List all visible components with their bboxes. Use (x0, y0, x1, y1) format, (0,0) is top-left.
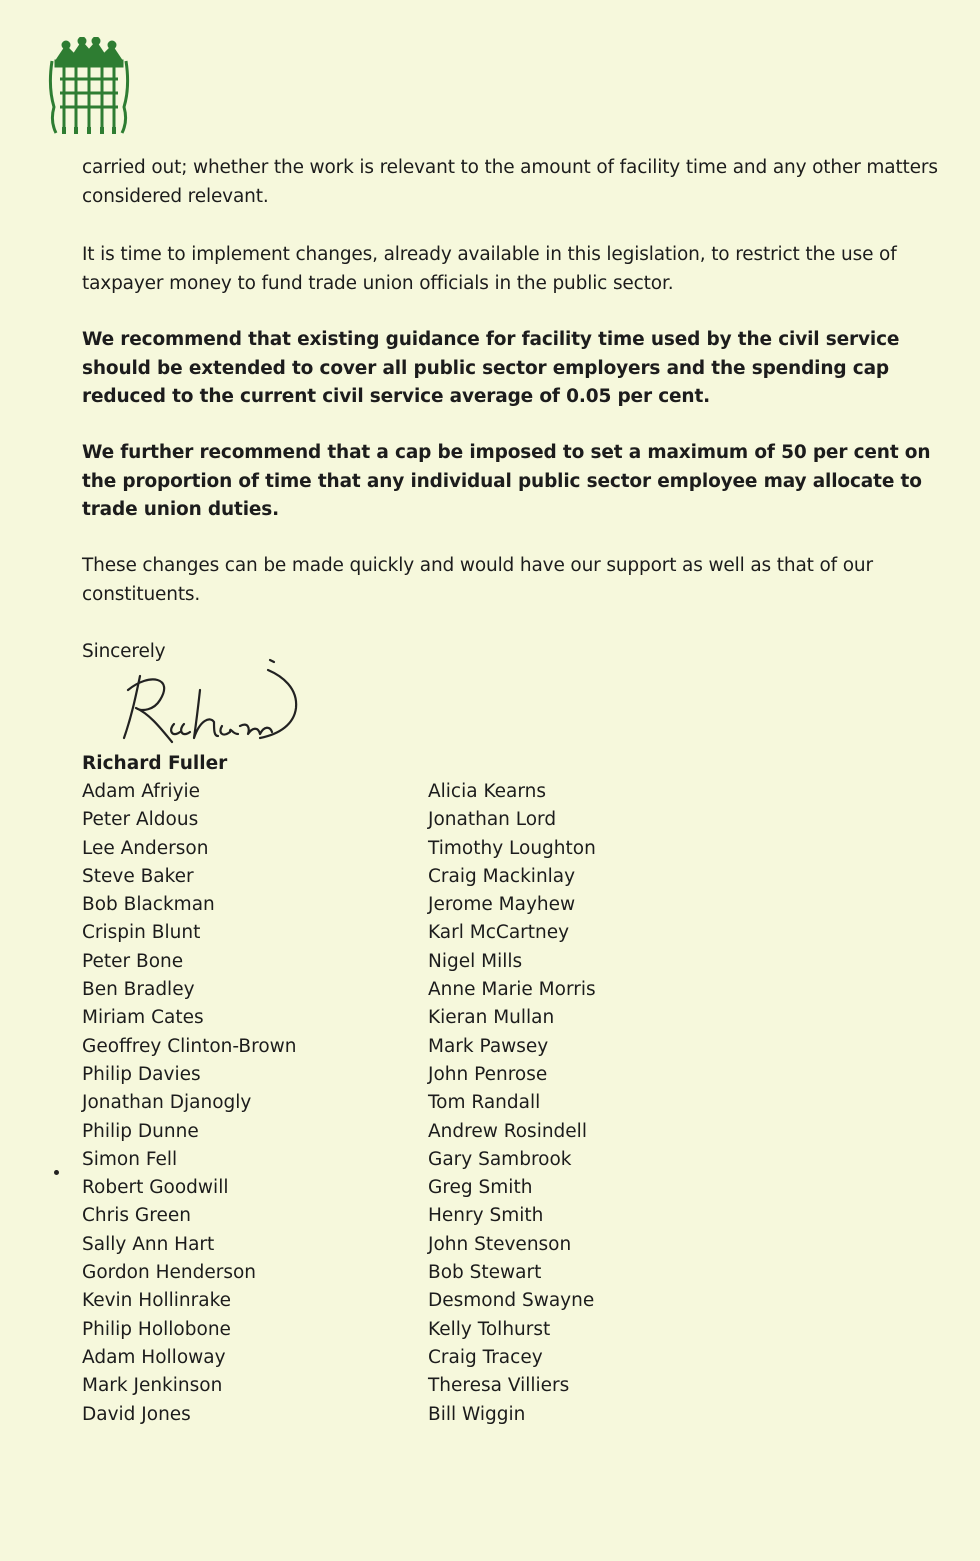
signatory-name: Bob Stewart (428, 1262, 542, 1284)
signatory-name: Desmond Swayne (428, 1290, 595, 1312)
signatory-name: Bob Blackman (82, 894, 215, 916)
signatory-name: Kieran Mullan (428, 1007, 555, 1029)
signatory-name: Sally Ann Hart (82, 1233, 215, 1255)
signatory-name: Peter Aldous (82, 809, 199, 831)
signatory-name: Simon Fell (82, 1148, 178, 1170)
signatory-name: Andrew Rosindell (428, 1120, 587, 1142)
signatory-name: Philip Davies (82, 1063, 201, 1085)
paragraph-facility-work: carried out; whether the work is relevant to the amount of facility time and any other matters considered relevant. (82, 157, 938, 207)
signer-name: Richard Fuller (82, 753, 228, 774)
signatory-name: Greg Smith (428, 1177, 533, 1199)
signatory-name: Lee Anderson (82, 837, 209, 859)
signatory-name: Steve Baker (82, 865, 194, 887)
signatory-name: Timothy Loughton (428, 837, 596, 859)
signatory-name: Alicia Kearns (428, 781, 547, 802)
signatory-name: Philip Hollobone (82, 1318, 231, 1340)
signatory-name: Kevin Hollinrake (82, 1290, 232, 1312)
signatories-right-column (428, 778, 596, 1429)
signatory-name: Kelly Tolhurst (428, 1318, 551, 1340)
signatory-name: Mark Pawsey (428, 1035, 549, 1057)
signatory-name: Ben Bradley (82, 979, 195, 1001)
signatory-name: Miriam Cates (82, 1007, 204, 1029)
signatory-name: John Penrose (428, 1063, 548, 1085)
signatory-name: Crispin Blunt (82, 922, 201, 944)
signatory-name: Karl McCartney (428, 922, 570, 944)
signatory-name: Adam Afriyie (82, 781, 201, 802)
signatory-name: Mark Jenkinson (82, 1375, 223, 1397)
signatory-name: Jonathan Djanogly (82, 1092, 252, 1114)
ink-dot (54, 1170, 59, 1175)
signatory-name: Robert Goodwill (82, 1177, 229, 1199)
signatory-name: Gary Sambrook (428, 1148, 572, 1170)
signatory-name: John Stevenson (428, 1233, 572, 1255)
closing-salutation: Sincerely (82, 641, 166, 662)
signatory-name: Geoffrey Clinton-Brown (82, 1035, 297, 1057)
handwritten-signature (110, 650, 320, 745)
signatory-name: Nigel Mills (428, 950, 523, 972)
signatory-name: Craig Tracey (428, 1346, 543, 1368)
signatories-left-column (82, 778, 297, 1429)
signatory-name: Jonathan Lord (428, 809, 557, 831)
signatory-name: Chris Green (82, 1205, 191, 1227)
paragraph-implement-changes: It is time to implement changes, already available in this legislation, to restrict the use of taxpayer money to fund trade union officials in the public sector. (82, 244, 897, 294)
paragraph-support: These changes can be made quickly and would have our support as well as that of our constituents. (82, 555, 873, 605)
signatory-name: Philip Dunne (82, 1120, 199, 1142)
signatory-name: Gordon Henderson (82, 1262, 257, 1284)
signatory-name: Theresa Villiers (428, 1375, 570, 1397)
signatory-name: Tom Randall (428, 1092, 541, 1114)
portcullis-crest-icon (44, 37, 134, 137)
signatory-name: Anne Marie Morris (428, 979, 596, 1001)
signatory-name: Adam Holloway (82, 1346, 226, 1368)
signatory-name: Peter Bone (82, 950, 184, 972)
signatory-name: Craig Mackinlay (428, 865, 576, 887)
signatory-name: David Jones (82, 1403, 191, 1425)
paragraph-recommendation-spending-cap: We recommend that existing guidance for facility time used by the civil service should be extended to cover all public sector employers and the spending cap reduced to the current civil service average of 0.05 per cent. (82, 329, 900, 407)
signatory-name: Henry Smith (428, 1205, 544, 1227)
paragraph-recommendation-time-cap: We further recommend that a cap be imposed to set a maximum of 50 per cent on the proportion of time that any individual public sector employee may allocate to trade union duties. (82, 442, 931, 520)
signatory-name: Bill Wiggin (428, 1403, 526, 1425)
signatory-name: Jerome Mayhew (428, 894, 576, 916)
